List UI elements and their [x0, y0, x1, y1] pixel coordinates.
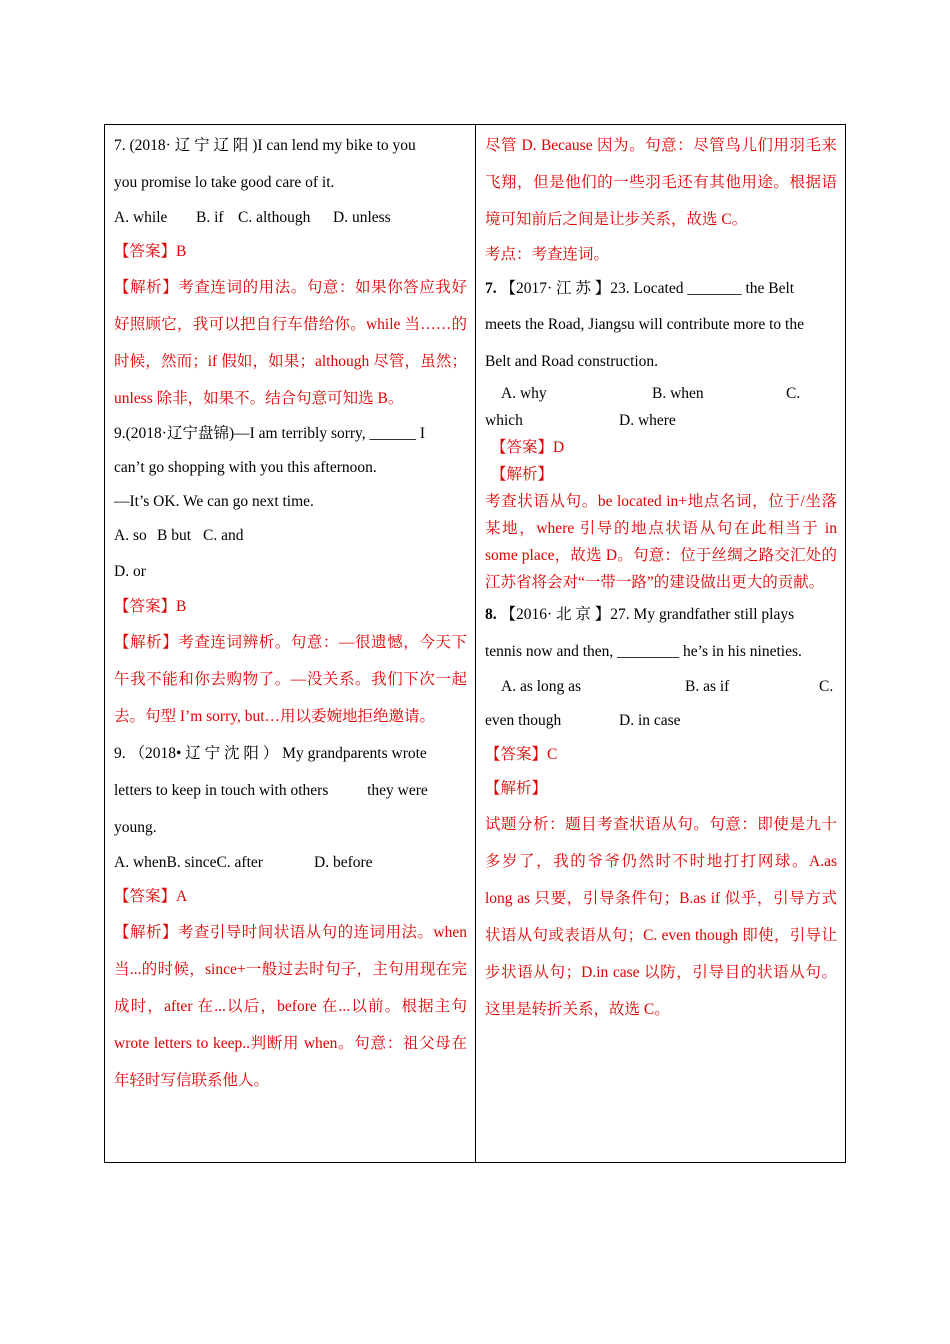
- q5-option-c-text: even though: [485, 712, 562, 729]
- q2-option-b: B but: [157, 527, 192, 544]
- continued-analysis: 尽管 D. Because 因为。句意：尽管鸟儿们用羽毛来飞翔，但是他们的一些羽毛还有其他用途。根据语境可知前后之间是让步关系，故选 C。: [485, 137, 837, 228]
- q5-option-c: C.: [819, 678, 834, 695]
- q4-line1-text: 【2017· 江 苏 】23. Located _______ the Belt: [500, 280, 795, 297]
- q2-answer: 【答案】B: [114, 598, 187, 615]
- q5-line2: tennis now and then, ________ he’s in his nineties.: [485, 643, 802, 660]
- q5-answer: 【答案】C: [485, 746, 558, 763]
- q2-line3: —It’s OK. We can go next time.: [114, 493, 314, 510]
- q2-line2: can’t go shopping with you this afternoon.: [114, 459, 377, 476]
- left-column: [105, 125, 476, 1162]
- q4-answer: 【答案】D: [491, 439, 565, 456]
- q4-analysis: 考查状语从句。be located in+地点名词，位于/坐落某地，where 引导的地点状语从句在此相当于 in some place，故选 D。句意：位于丝绸之路交汇处的江苏省将会对“一带一路”的建设做出更大的贡献。: [485, 493, 837, 591]
- q3-option-abc: A. whenB. sinceC. after: [114, 854, 263, 871]
- q5-options-row2: [485, 704, 837, 738]
- q1-line2: you promise lo take good care of it.: [114, 174, 335, 191]
- q1-options: [114, 201, 467, 235]
- q5-options: [485, 670, 837, 704]
- q2-option-c: C. and: [203, 527, 244, 544]
- q3-answer: 【答案】A: [114, 888, 188, 905]
- q4-option-c: C.: [786, 385, 801, 402]
- q1-option-a: A. while: [114, 209, 168, 226]
- q4-line1: [485, 272, 837, 306]
- q4-number: 7.: [485, 280, 497, 297]
- q4-options-row2: [485, 407, 837, 434]
- q2-option-a: A. so: [114, 527, 147, 544]
- q1-option-c: C. although: [238, 209, 311, 226]
- q4-analysis-head: 【解析】: [491, 466, 554, 483]
- q2-option-d: D. or: [114, 563, 146, 580]
- kaodian: 考点：考查连词。: [485, 246, 610, 263]
- q3-line1: 9. （2018• 辽 宁 沈 阳 ） My grandparents wrote: [114, 745, 427, 762]
- right-column: [476, 125, 845, 1162]
- q5-option-d: D. in case: [619, 712, 681, 729]
- q4-line2: meets the Road, Jiangsu will contribute more to the: [485, 316, 804, 333]
- q2-options: [114, 519, 467, 553]
- q5-line1: [485, 596, 837, 633]
- q3-line3: young.: [114, 819, 157, 836]
- q4-option-a: A. why: [501, 385, 547, 402]
- q5-analysis-head: 【解析】: [485, 780, 548, 797]
- document-table: [104, 124, 846, 1163]
- q1-line1: 7. (2018· 辽 宁 辽 阳 )I can lend my bike to you: [114, 137, 416, 154]
- q4-line3: Belt and Road construction.: [485, 353, 659, 370]
- q5-analysis: 试题分析：题目考查状语从句。句意：即使是九十多岁了，我的爷爷仍然时不时地打打网球。A.as long as 只要，引导条件句；B.as if 似乎，引导方式状语从句或表语从句；C. even though 即使，引导让步状语从句；D.in case 以防，引导目的状语从句。这里是转折关系，故选 C。: [485, 816, 837, 1018]
- q5-number: 8.: [485, 606, 497, 623]
- q2-analysis: 【解析】考查连词辨析。句意：—很遗憾，今天下午我不能和你去购物了。—没关系。我们下次一起去。句型 I’m sorry, but…用以委婉地拒绝邀请。: [114, 634, 467, 725]
- q3-line2: letters to keep in touch with others they were: [114, 782, 428, 799]
- q3-options: [114, 846, 467, 880]
- q5-line1-text: 【2016· 北 京 】27. My grandfather still plays: [500, 606, 795, 623]
- q3-option-d: D. before: [314, 854, 373, 871]
- q4-option-c-text: which: [485, 412, 523, 429]
- q5-option-a: A. as long as: [501, 678, 582, 695]
- q1-answer: 【答案】B: [114, 243, 187, 260]
- q4-option-d: D. where: [619, 412, 676, 429]
- q4-option-b: B. when: [652, 385, 704, 402]
- q2-line1: 9.(2018·辽宁盘锦)—I am terribly sorry, ______ I: [114, 425, 426, 442]
- q1-option-d: D. unless: [333, 209, 391, 226]
- q1-analysis: 【解析】考查连词的用法。句意：如果你答应我好好照顾它，我可以把自行车借给你。while 当……的时候，然而；if 假如，如果；although 尽管，虽然；unless 除非，如果不。结合句意可知选 B。: [114, 279, 467, 407]
- q4-options: [485, 380, 837, 407]
- q5-option-b: B. as if: [685, 678, 730, 695]
- q3-analysis: 【解析】考查引导时间状语从句的连词用法。when 当...的时候，since+一般过去时句子，主句用现在完成时，after 在...以后，before 在...以前。根据主句 wrote letters to keep..判断用 when。句意：祖父母在年轻时写信联系他人。: [114, 924, 467, 1089]
- q1-option-b: B. if: [196, 209, 224, 226]
